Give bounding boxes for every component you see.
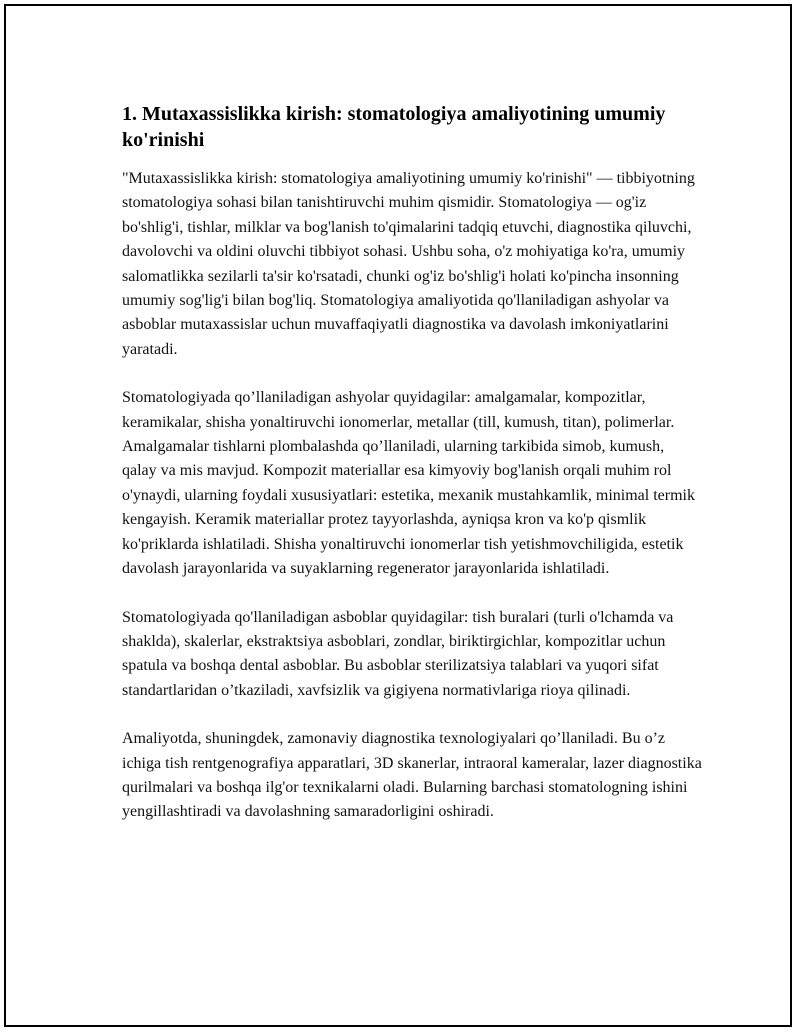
paragraph-instruments: Stomatologiyada qo'llaniladigan asboblar quyidagilar: tish buralari (turli o'lchamda va shaklda), skalerlar, ekstraktsiya asboblari, zondlar, biriktirgichlar, kompozitlar uchun spatula va boshqa dental asboblar. Bu asboblar sterilizatsiya talablari va yuqori sifat standartlaridan o’tkaziladi, xavfsizlik va gigiyena normativlariga rioya qilinadi. [122, 608, 674, 699]
section-heading: 1. Mutaxassislikka kirish: stomatologiya amaliyotining umumiy ko'rinishi [122, 103, 666, 151]
document-body [122, 101, 702, 849]
page-frame [4, 4, 792, 1027]
paragraph-materials: Stomatologiyada qo’llaniladigan ashyolar quyidagilar: amalgamalar, kompozitlar, keramikalar, shisha yonaltiruvchi ionomerlar, metallar (till, kumush, titan), polimerlar. Amalgamalar tishlarni plombalashda qo’llaniladi, ularning tarkibida simob, kumush, qalay va mis mavjud. Kompozit materiallar esa kimyoviy bog'lanish orqali muhim rol o'ynaydi, ularning foydali xususiyatlari: estetika, mexanik mustahkamlik, minimal termik kengayish. Keramik materiallar protez tayyorlashda, ayniqsa kron va ko'p qismlik ko'priklarda ishlatiladi. Shisha yonaltiruvchi ionomerlar tish yetishmovchiligida, estetik davolash jarayonlarida va suyaklarning regenerator jarayonlarida ishlatiladi. [122, 389, 695, 578]
paragraph-technologies: Amaliyotda, shuningdek, zamonaviy diagnostika texnologiyalari qo’llaniladi. Bu o’z ichiga tish rentgenografiya apparatlari, 3D skanerlar, intraoral kameralar, lazer diagnostika qurilmalari va boshqa ilg'or texnikalarni oladi. Bularning barchasi stomatologning ishini yengillashtiradi va davolashning samaradorligini oshiradi. [122, 730, 702, 821]
paragraph-intro: "Mutaxassislikka kirish: stomatologiya amaliyotining umumiy ko'rinishi" — tibbiyotning stomatologiya sohasi bilan tanishtiruvchi muhim qismidir. Stomatologiya — og'iz bo'shlig'i, tishlar, milklar va bog'lanish to'qimalarini tadqiq etuvchi, diagnostika qiluvchi, davolovchi va oldini oluvchi tibbiyot sohasi. Ushbu soha, o'z mohiyatiga ko'ra, umumiy salomatlikka sezilarli ta'sir ko'rsatadi, chunki og'iz bo'shlig'i holati ko'pincha insonning umumiy sog'lig'i bilan bog'liq. Stomatologiya amaliyotida qo'llaniladigan ashyolar va asboblar mutaxassislar uchun muvaffaqiyatli diagnostika va davolash imkoniyatlarini yaratadi. [122, 170, 695, 358]
